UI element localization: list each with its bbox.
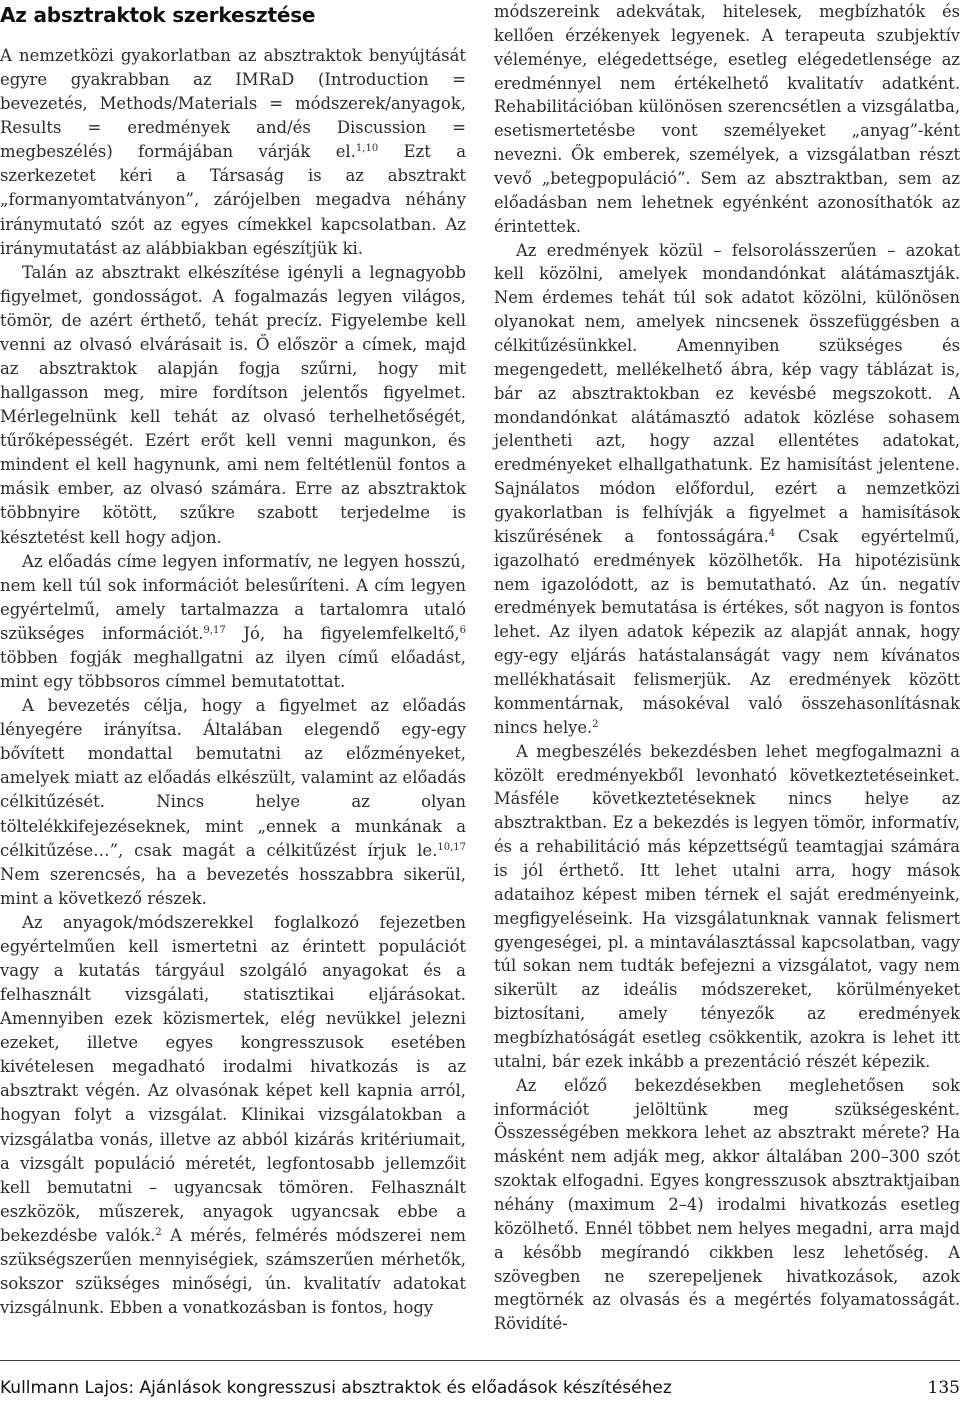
paragraph-text: Ezt a szerkezetet kéri a Társaság is az absztrakt „formanyomtatványon”, zárójelben megadva néhány iránymutató szót az egyes címekkel kapcsolatban. Az iránymutatást az alábbiakban egészítjük ki. <box>0 142 467 258</box>
paragraph <box>0 44 466 261</box>
paragraph <box>0 261 466 550</box>
paragraph <box>0 550 466 694</box>
right-column <box>494 0 960 1336</box>
paragraph <box>494 1074 960 1336</box>
paragraph-text: Jó, ha figyelemfelkeltő, <box>225 623 460 643</box>
citation-superscript: 4 <box>768 527 776 539</box>
citation-superscript: 10,17 <box>437 841 466 853</box>
paragraph-text: Az előadás címe legyen informatív, ne legyen hosszú, nem kell túl sok információt belesűríteni. A cím legyen egyértelmű, amely tartalmazza a tartalomra utaló szükséges információt. <box>0 551 466 643</box>
paragraph-text: Az anyagok/módszerekkel foglalkozó fejezetben egyértelműen kell ismertetni az érintett populációt vagy a kutatás tárgyául szolgáló anyagokat és a felhasznált vizsgálati, statisztikai eljárásokat. Amennyiben ezek közismertek, elég nevükkel jelezni ezeket, illetve egyes kongresszusok esetében kivételesen megadható irodalmi hivatkozás is az absztrakt végén. Az olvasónak képet kell kapnia arról, hogyan folyt a vizsgálat. Klinikai vizsgálatokban a vizsgálatba vonás, illetve az abból kizárás kritériumait, a vizsgált populáció méretét, legfontosabb jellemzőit kell bemutatni – ugyancsak tömören. Felhasznált eszközök, műszerek, anyagok ugyancsak ebbe a bekezdésbe valók. <box>0 912 466 1245</box>
citation-superscript: 2 <box>592 718 599 730</box>
page-footer <box>0 1378 960 1402</box>
citation-superscript: 2 <box>155 1226 162 1238</box>
citation-superscript: 1,10 <box>355 143 379 155</box>
paragraph <box>494 740 960 1074</box>
paragraph-text: módszereink adekvátak, hitelesek, megbízhatók és kellően érzékenyek legyenek. A terapeuta szubjektív véleménye, elégedettsége, esetleg elégedetlensége az eredménnyel nem értékelhető kvalitatív adatként. Rehabilitációban különösen szerencsétlen a vizsgálatba, esetismertetésbe vont személyeket „anyag”-ként nevezni. Ők emberek, személyek, a vizsgálatban részt vevő „betegpopuláció”. Sem az absztraktban, sem az előadásban nem lehetnek egyénként azonosíthatók az érintettek. <box>494 2 960 236</box>
paragraph-text: többen fogják meghallgatni az ilyen című előadást, mint egy többsoros címmel bemutatottat. <box>0 647 466 692</box>
section-heading: Az absztraktok szerkesztése <box>0 3 316 27</box>
paragraph <box>0 694 466 911</box>
footer-title: Kullmann Lajos: Ajánlások kongresszusi absztraktok és előadások készítéséhez <box>0 1378 672 1398</box>
paragraph <box>0 911 466 1320</box>
left-column <box>0 0 466 1320</box>
paragraph-text: A mérés, felmérés módszerei nem szükségszerűen mennyiségiek, számszerűen mérhetők, sokszor szükséges minőségi, ún. kvalitatív adatokat vizsgálnunk. Ebben a vonatkozásban is fontos, hogy <box>0 1225 467 1318</box>
paragraph-text: Az eredmények közül – felsorolásszerűen – azokat kell közölni, amelyek mondandónkat alátámasztják. Nem érdemes tehát túl sok adatot közölni, különösen olyanokat nem, amelyek nincsenek összefüggésben a célkitűzésünkkel. Amennyiben szükséges és megengedett, mellékelhető ábra, kép vagy táblázat is, bár az absztraktokban ez kevésbé megszokott. A mondandónkat alátámasztó adatok közlése sohasem jelentheti azt, hogy azzal ellentétes adatokat, eredményeket elhallgathatunk. Ez hamisítást jelentene. Sajnálatos módon előfordul, ezért a nemzetközi gyakorlatban is felhívják a figyelmet a hamisítások kiszűrésének a fontosságára. <box>494 240 960 546</box>
paragraph <box>494 239 960 740</box>
footer-rule <box>0 1360 960 1361</box>
paragraph-text: Az előző bekezdésekben meglehetősen sok információt jelöltünk meg szükségesként. Összességében mekkora lehet az absztrakt mérete? Ha másként nem adják meg, akkor általában 200–300 szót szoktak elfogadni. Egyes kongresszusok absztraktjaiban néhány (maximum 2–4) irodalmi hivatkozás esetleg közölhető. Ennél többet nem helyes megadni, arra majd a később megírandó cikkben lesz lehetőség. A szövegben ne szerepeljenek hivatkozások, azok megtörnék az olvasás és a megértés folyamatosságát. Rövidíté- <box>494 1075 960 1334</box>
paragraph-text: Talán az absztrakt elkészítése igényli a legnagyobb figyelmet, gondosságot. A fogalmazás legyen világos, tömör, de azért érthető, tehát precíz. Figyelembe kell venni az olvasó elvárásait is. Ő először a címek, majd az absztraktok alapján fogja szűrni, hogy mit hallgasson meg, mire fordítson jelentős figyelmet. Mérlegelnünk kell tehát az olvasó terhelhetőségét, tűrőképességét. Ezért erőt kell venni magunkon, és mindent el kell hagynunk, ami nem feltétlenül fontos a másik ember, az olvasó számára. Erre az absztraktok többnyire kötött, szűkre szabott terjedelme is késztetést kell hogy adjon. <box>0 262 466 547</box>
paragraph-text: Nem szerencsés, ha a bevezetés hosszabbra sikerül, mint a következő részek. <box>0 864 466 908</box>
citation-superscript: 6 <box>459 624 466 636</box>
page-number: 135 <box>927 1378 960 1398</box>
citation-superscript: 9,17 <box>203 624 226 636</box>
paragraph <box>494 0 960 239</box>
paragraph-text: A nemzetközi gyakorlatban az absztraktok benyújtását egyre gyakrabban az IMRaD (Introduction = bevezetés, Methods/Materials = módszerek/anyagok, Results = eredmények and/és Discussion = megbeszélés) formájában várják el. <box>0 46 466 162</box>
paragraph-text: A megbeszélés bekezdésben lehet megfogalmazni a közölt eredményekből levonható következtetéseinket. Másféle következtetéseknek nincs helye az absztraktban. Ez a bekezdés is legyen tömör, informatív, és a rehabilitáció más képzettségű teamtagjai számára is jól érthető. Itt lehet utalni arra, hogy mások adataihoz képest miben térnek el saját eredményeink, megfigyeléseink. Ha vizsgálatunknak vannak felismert gyengeségei, pl. a mintaválasztással kapcsolatban, vagy túl sokan nem tudták befejezni a vizsgálatot, vagy nem sikerült az ideális módszereket, körülményeket biztosítani, amely tényezők az eredmények megbízhatóságát esetleg csökkentik, azokra is lehet itt utalni, bár ezek inkább a prezentáció részét képezik. <box>494 741 960 1071</box>
paragraph-text: Csak egyértelmű, igazolható eredmények közölhetők. Ha hipotézisünk nem igazolódott, az is bemutatható. Az ún. negatív eredmények bemutatása is értékes, sőt nagyon is fontos lehet. Az ilyen adatok képezik az alapját annak, hogy egy-egy eljárás hatástalanságát vagy nem kívánatos mellékhatásait felismerjük. Az eredmények között kommentárnak, másokéval való összehasonlításnak nincs helye. <box>494 526 960 737</box>
paragraph-text: A bevezetés célja, hogy a figyelmet az előadás lényegére irányítsa. Általában elegendő egy-egy bővített mondattal bemutatni az előzményeket, amelyek miatt az előadás elkészült, valamint az előadás célkitűzését. Nincs helye az olyan töltelékkifejezéseknek, mint „ennek a munkának a célkitűzése…”, csak magát a célkitűzést írjuk le. <box>0 696 466 860</box>
